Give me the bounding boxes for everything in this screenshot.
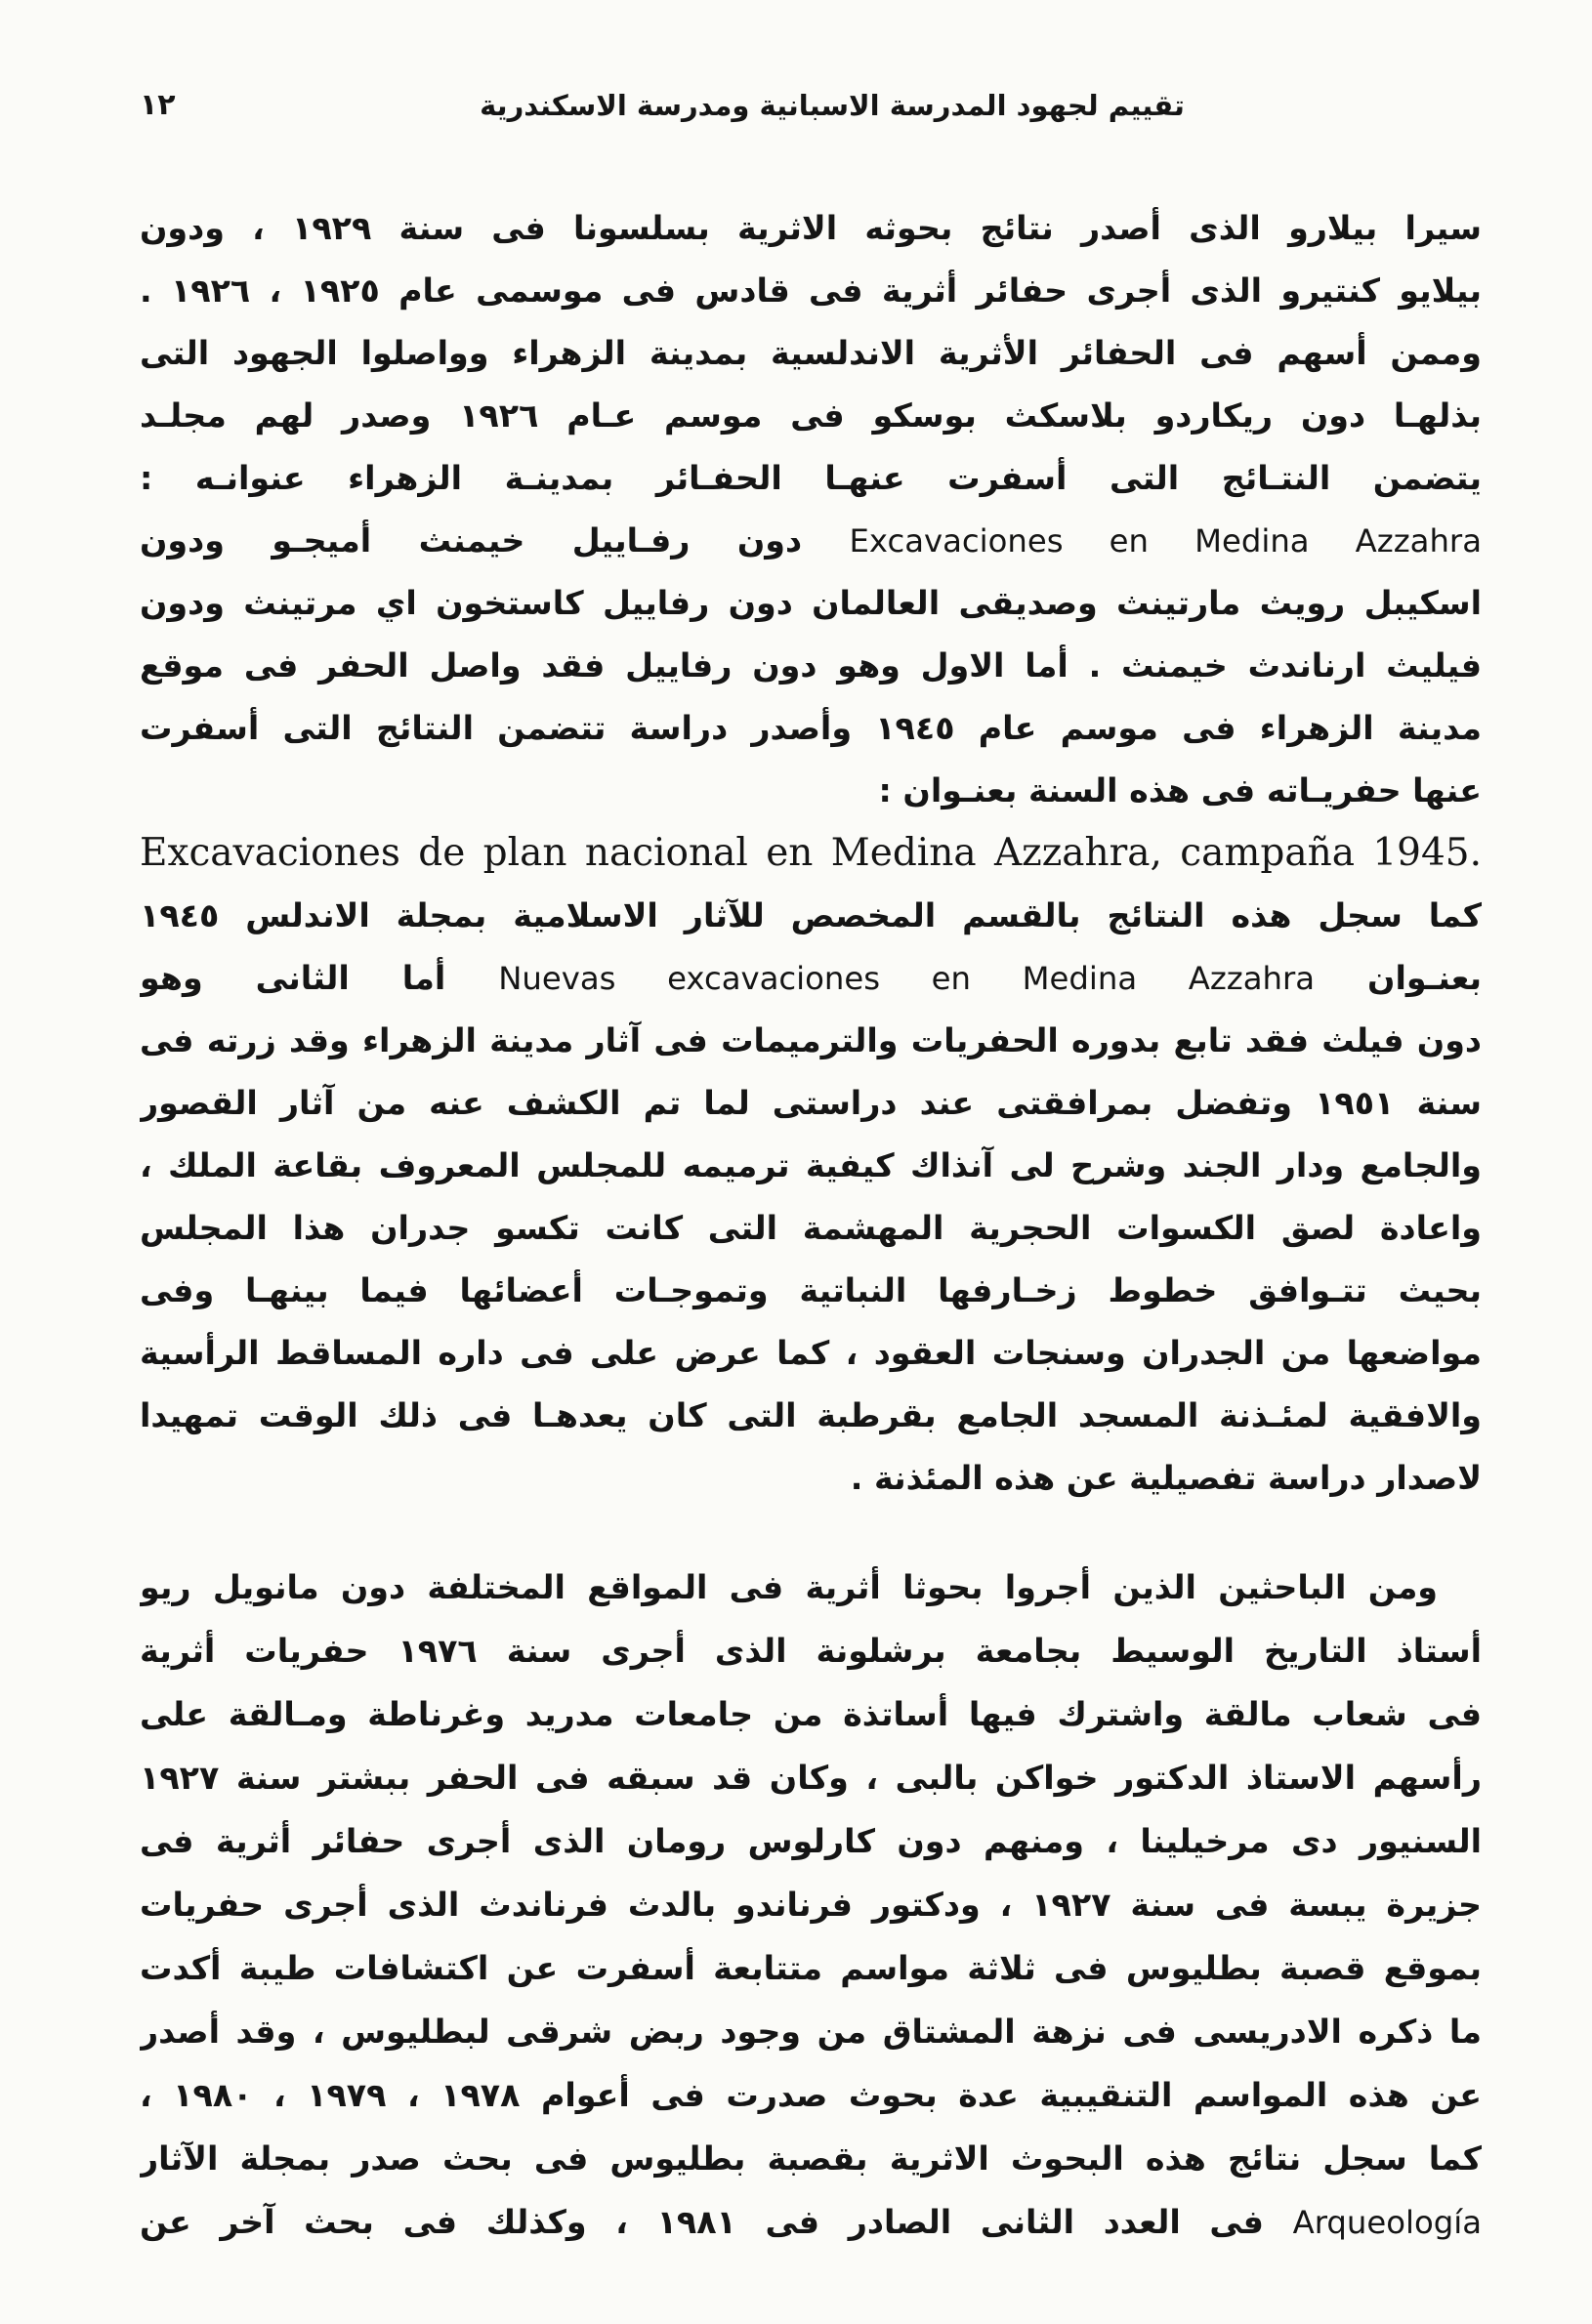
text-line	[140, 947, 1482, 1010]
paragraph	[140, 197, 1482, 1510]
text-line: كما سجل هذه النتائج بالقسم المخصص للآثار الاسلامية بمجلة الاندلس ١٩٤٥	[140, 896, 1482, 934]
text-line: السنيور دى مرخيلينا ، ومنهم دون كارلوس رومان الذى أجرى حفائر أثرية فى	[140, 1822, 1482, 1860]
text-line: كما سجل نتائج هذه البحوث الاثرية بقصبة بطليوس فى بحث صدر بمجلة الآثار	[140, 2139, 1482, 2178]
text-segment: بعنـوان	[1367, 959, 1482, 997]
text-line: فيليث ارناندث خيمنث . أما الاول وهو دون رفاييل فقد واصل الحفر فى موقع	[140, 646, 1482, 685]
latin-title: Nuevas excavaciones en Medina Azzahra	[498, 960, 1316, 997]
text-line: ومن الباحثين الذين أجروا بحوثا أثرية فى المواقع المختلفة دون مانويل ريو	[140, 1568, 1438, 1606]
text-line: بحيث تتـوافق خطوط زخـارفها النباتية وتموجـات أعضائها فيما بينهـا وفى	[140, 1271, 1482, 1309]
text-line: فى شعاب مالقة واشترك فيها أساتذة من جامعات مدريد وغرناطة ومـالقة على	[140, 1695, 1482, 1733]
text-line: مدينة الزهراء فى موسم عام ١٩٤٥ وأصدر دراسة تتضمن النتائج التى أسفرت	[140, 709, 1482, 747]
text-line: اسكيبل رويث مارتينث وصديقى العالمان دون رفاييل كاستخون اي مرتينث ودون	[140, 584, 1482, 622]
latin-title: Excavaciones en Medina Azzahra	[849, 522, 1482, 560]
text-line: أستاذ التاريخ الوسيط بجامعة برشلونة الذى أجرى سنة ١٩٧٦ حفريات أثرية	[140, 1632, 1482, 1670]
text-line: عنها حفريـاته فى هذه السنة بعنـوان :	[878, 771, 1482, 809]
text-segment: دون رفـاييل خيمنث أميجـو ودون	[140, 521, 803, 560]
text-line: رأسهم الاستاذ الدكتور خواكن بالبى ، وكان قد سبقه فى الحفر ببشتر سنة ١٩٢٧	[140, 1759, 1482, 1797]
page-number: ١٢	[140, 88, 176, 122]
text-line: لاصدار دراسة تفصيلية عن هذه المئذنة .	[850, 1459, 1482, 1497]
text-line: دون فيلث فقد تابع بدوره الحفريات والترميمات فى آثار مدينة الزهراء وقد زرته فى	[140, 1021, 1482, 1059]
header-title: تقييم لجهود المدرسة الاسبانية ومدرسة الاسكندرية	[480, 89, 1185, 122]
text-line: مواضعها من الجدران وسنجات العقود ، كما عرض على فى داره المساقط الرأسية	[140, 1334, 1482, 1372]
text-line: بيلايو كنتيرو الذى أجرى حفائر أثرية فى قادس فى موسمى عام ١٩٢٥ ، ١٩٢٦ .	[140, 271, 1482, 310]
text-line: سيرا بيلارو الذى أصدر نتائج بحوثه الاثرية بسلسونا فى سنة ١٩٢٩ ، ودون	[140, 209, 1482, 247]
text-line: بذلهـا دون ريكاردو بلاسكث بوسكو فى موسم عـام ١٩٢٦ وصدر لهم مجلـد	[140, 396, 1482, 435]
text-line: والجامع ودار الجند وشرح لى آنذاك كيفية ترميمه للمجلس المعروف بقاعة الملك ،	[140, 1146, 1482, 1184]
text-line: ما ذكره الادريسى فى نزهة المشتاق من وجود ربض شرقى لبطليوس ، وقد أصدر	[140, 2013, 1482, 2051]
text-line	[140, 2190, 1482, 2254]
text-line: وممن أسهم فى الحفائر الأثرية الاندلسية بمدينة الزهراء وواصلوا الجهود التى	[140, 334, 1482, 372]
latin-title: Arqueología	[1292, 2204, 1482, 2241]
paragraph	[140, 1556, 1482, 2254]
text-line	[140, 510, 1482, 572]
text-line: والافقية لمئـذنة المسجد الجامع بقرطبة التى كان يعدهـا فى ذلك الوقت تمهيدا	[140, 1396, 1482, 1434]
text-segment: أما الثانى وهو	[140, 959, 446, 997]
running-header	[140, 82, 1482, 129]
text-line: سنة ١٩٥١ وتفضل بمرافقتى عند دراستى لما تم الكشف عنه من آثار القصور	[140, 1084, 1482, 1122]
text-line: جزيرة يبسة فى سنة ١٩٢٧ ، ودكتور فرناندو بالدث فرناندث الذى أجرى حفريات	[140, 1886, 1482, 1924]
latin-title-line: Excavaciones de plan nacional en Medina Azzahra, campaña 1945.	[140, 831, 1482, 875]
text-line: بموقع قصبة بطليوس فى ثلاثة مواسم متتابعة أسفرت عن اكتشافات طيبة أكدت	[140, 1949, 1482, 1987]
text-segment: فى العدد الثانى الصادر فى ١٩٨١ ، وكذلك فى بحث آخر عن	[140, 2203, 1264, 2241]
text-line: عن هذه المواسم التنقيبية عدة بحوث صدرت فى أعوام ١٩٧٨ ، ١٩٧٩ ، ١٩٨٠ ،	[140, 2076, 1482, 2114]
text-line: واعادة لصق الكسوات الحجرية المهشمة التى كانت تكسو جدران هذا المجلس	[140, 1209, 1482, 1247]
text-line: يتضمن النتـائج التى أسفرت عنهـا الحفـائر بمدينـة الزهراء عنوانـه :	[140, 459, 1482, 497]
